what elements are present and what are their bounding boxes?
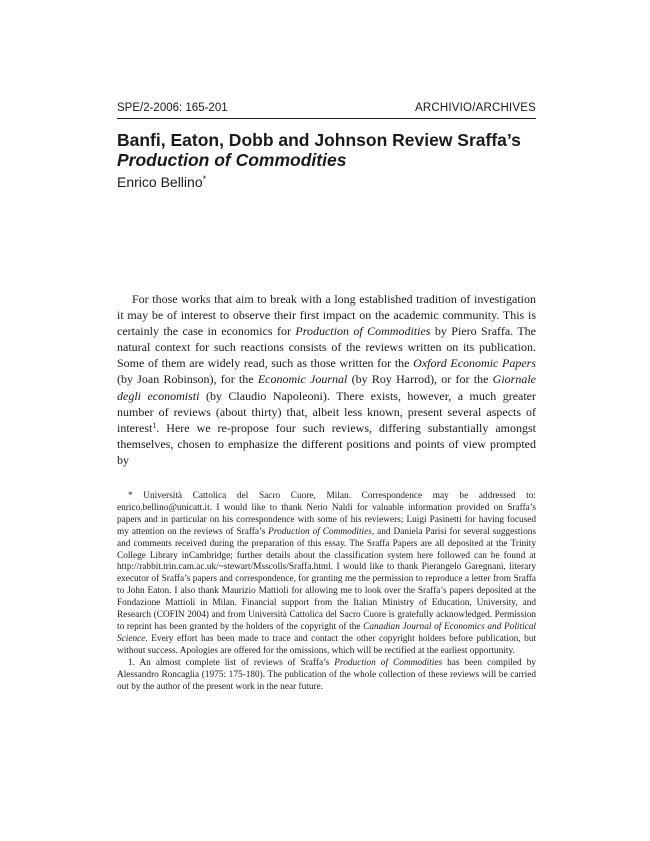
footnote-text: . Every effort has been made to trace and contact the other copyright holders before publication, but without success. Apologies are offered for the omissions, which will be rectified at the earliest opportunity. (117, 633, 536, 656)
body-paragraph (117, 291, 536, 468)
title-line-1: Banfi, Eaton, Dobb and Johnson Review Sraffa’s (117, 130, 521, 150)
footnote-1 (117, 658, 536, 694)
author-footnote-mark: * (202, 174, 207, 184)
author-byline (117, 174, 206, 190)
title-line-2: Production of Commodities (117, 150, 347, 170)
book-title: Production of Commodities (334, 657, 443, 668)
body-text-segment: . Here we re-propose four such reviews, differing substantially amongst themselves, chosen to emphasize the different positions and points of view prompted by (117, 420, 536, 467)
section-label: ARCHIVIO/ARCHIVES (415, 102, 536, 114)
book-title: Production of Commodities (295, 324, 431, 339)
footnote-reference: 1 (152, 420, 157, 430)
footnote-text: has been compiled by Alessandro Roncaglia (1975: 175-180). The publication of the whole collection of these reviews will be carried out by the author of the present work in the near future. (117, 657, 536, 692)
author-name: Enrico Bellino (117, 174, 203, 190)
footnotes (117, 491, 536, 693)
footnote-text: , and Daniela Parisi for several suggestions and comments received during the preparation of this essay. The Sraffa Papers are all deposited at the Trinity College Library inCambridge; further details about the classification system here followed can be found at http://rabbit.trin.cam.ac.uk/~stewart/Msscolls/Sraffa.html. I would like to thank Pierangelo Garegnani, literary executor of Sraffa’s papers and correspondence, for granting me the permission to reproduce a letter from Sraffa to John Eaton. I also thank Maurizio Mattioli for allowing me to look over the Sraffa’s papers deposited at the Fondazione Mattioli in Milan. Financial support from the Italian Ministry of Education, University, and Research (COFIN 2004) and from Università Cattolica del Sacro Cuore is gratefully acknowledged. Permission to reprint has been granted by the holders of the copyright of the (117, 526, 536, 632)
book-title: Production of Commodities (268, 526, 372, 537)
journal-citation: SPE/2-2006: 165-201 (117, 102, 228, 114)
body-text-segment: (by Roy Harrod), or for the (347, 372, 493, 387)
footnote-text: * Università Cattolica del Sacro Cuore, Milan. Correspondence may be addressed to: enrico.bellino@unicatt.it. I would like to thank Nerio Naldi for valuable information provided on Sraffa’s papers and in particular on his correspondence with some of his reviewers; Luigi Pasinetti for having focused my attention on the reviews of Sraffa’s (117, 491, 536, 537)
journal-name: Giornale degli economisti (117, 372, 536, 403)
journal-name: Canadian Journal of Economics and Political Science (117, 621, 537, 644)
journal-name: Economic Journal (257, 372, 348, 387)
body-text-segment: For those works that aim to break with a long established tradition of investigation it may be of interest to observe their first impact on the academic community. This is certainly the case in economics for (117, 292, 536, 339)
footnote-text: 1. An almost complete list of reviews of Sraffa’s (128, 657, 335, 668)
running-head (117, 102, 536, 119)
journal-name: Oxford Economic Papers (413, 356, 537, 371)
body-text-segment: by Piero Sraffa. The natural context for such reactions consists of the reviews written on its publication. Some of them are widely read, such as those written for the (117, 324, 536, 371)
article-title (117, 130, 536, 170)
body-text-segment: (by Joan Robinson), for the (117, 372, 258, 387)
body-text-segment: (by Claudio Napoleoni). There exists, however, a much greater number of reviews (about thirty) that, albeit less known, present several aspects of interest (117, 388, 536, 435)
footnote-author (117, 491, 536, 658)
